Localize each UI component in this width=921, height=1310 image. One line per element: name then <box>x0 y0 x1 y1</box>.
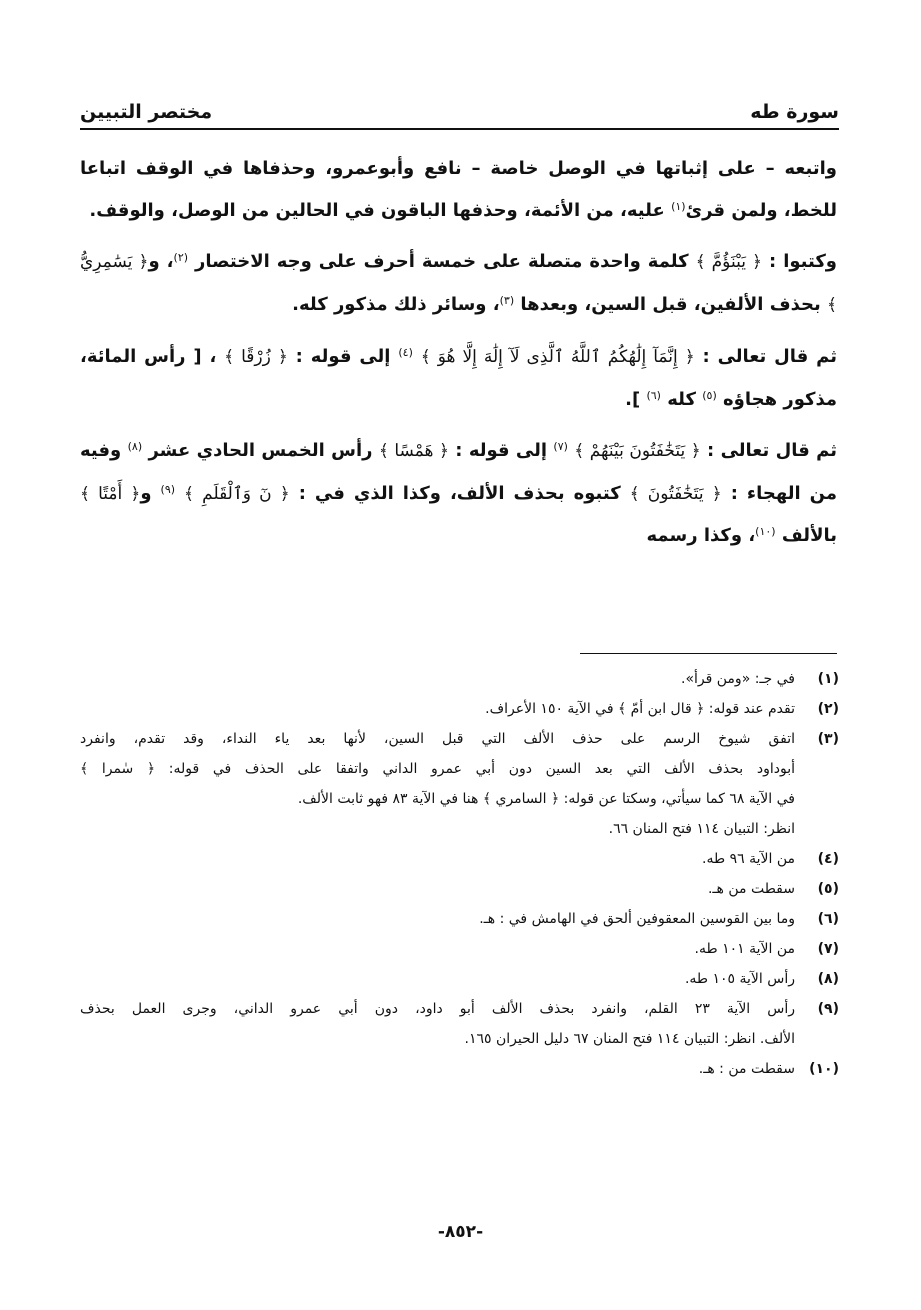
para3-text: ثم قال تعالى : <box>694 346 837 367</box>
footnote-line: انظر: التبيان ١١٤ فتح المنان ٦٦. <box>608 821 795 837</box>
para3-text: [ رأس المائة، مذكور هجاؤه <box>80 346 837 410</box>
footnote-line: في الآية ٦٨ كما سيأتي، وسكتا عن قوله: ﴿ السامري ﴾ هنا في الآية ٨٣ فهو ثابت الألف. <box>297 791 795 807</box>
header-rule <box>80 128 839 130</box>
para2-text: كلمة واحدة متصلة على خمسة أحرف على وجه الاختصار <box>195 251 696 272</box>
footnote-text: في جـ: «ومن قرأ». <box>681 671 795 687</box>
footnote-line: أبوداود بحذف الألف التي بعد السين دون أبي عمرو الداني واتفقا على الحذف في قوله: ﴿ سٰمرا ﴾ <box>80 761 795 777</box>
footnote-line: اتفق شيوخ الرسم على حذف الألف التي قبل السين، لأنها بعد ياء النداء، وقد تقدم، وانفرد <box>80 731 795 747</box>
para2-text: ، وسائر ذلك مذكور كله. <box>292 293 500 315</box>
para2-text: ، و <box>148 251 174 272</box>
footnote-text: رأس الآية ١٠٥ طه. <box>684 971 795 987</box>
page-number: -٨٥٢- <box>437 1222 484 1242</box>
footnote-number: (٧) <box>817 941 839 957</box>
footnote-8 <box>80 964 839 994</box>
para2-text: بحذف الألفين، قبل السين، وبعدها <box>520 293 828 315</box>
footnote-line: رأس الآية ٢٣ القلم، وانفرد بحذف الألف أبو داود، دون أبي عمرو الداني، وجرى العمل بحذف <box>80 1001 795 1017</box>
para4-text: و <box>140 482 161 504</box>
quran-quote: ﴿ نٓ وَٱلْقَلَمِ ﴾ <box>184 483 290 504</box>
footnote-9-continuation <box>80 1024 839 1054</box>
para1-line2b: عليه، من الأئمة، وحذفها الباقون في الحالين من الوصل، والوقف. <box>89 199 672 221</box>
para2-text: وكتبوا : <box>762 251 837 272</box>
para4-text: ثم قال تعالى : <box>700 440 837 461</box>
quran-quote: ﴿ هَمْسًا ﴾ <box>378 441 449 461</box>
footnote-ref-9[interactable]: (٩) <box>160 482 176 496</box>
book-title: مختصر التبيين <box>80 101 213 123</box>
footnote-5 <box>80 874 839 904</box>
paragraph-2 <box>80 239 837 324</box>
footnote-number: (٨) <box>817 971 839 987</box>
footnote-4 <box>80 844 839 874</box>
quran-quote: ﴿ زُرْقًا ﴾ <box>224 347 288 367</box>
footnote-text: من الآية ٩٦ طه. <box>702 851 795 867</box>
paragraph-1 <box>80 150 837 229</box>
footnote-ref-4[interactable]: (٤) <box>398 346 413 359</box>
para3-text: كله <box>667 388 703 410</box>
para4-text: ، وكذا رسمه <box>646 525 756 546</box>
para3-text: ]. <box>625 388 647 410</box>
footnote-number: (٩) <box>817 1001 839 1017</box>
footnote-number: (٥) <box>817 881 839 897</box>
para4-text: بالألف <box>781 525 837 546</box>
footnote-ref-3[interactable]: (٣) <box>499 293 515 307</box>
surah-title: سورة طه <box>750 101 839 123</box>
footnote-3-continuation <box>80 754 839 844</box>
quran-quote: ﴿ يَسَٰمِرِيُّ ﴾ <box>80 252 837 315</box>
main-text <box>80 150 837 565</box>
para1-line1: واتبعه – على إثباتها في الوصل خاصة – نافع وأبوعمرو، وحذفاها في الوقف اتباعا <box>80 158 837 179</box>
footnote-ref-6[interactable]: (٦) <box>646 388 661 402</box>
footnote-6 <box>80 904 839 934</box>
footnote-3 <box>80 724 839 754</box>
footnote-number: (٦) <box>817 911 839 927</box>
footnote-body <box>80 994 795 1024</box>
footnote-10 <box>80 1054 839 1084</box>
quran-quote: ﴿ يَتَخَٰفَتُونَ بَيْنَهُمْ ﴾ <box>574 441 701 461</box>
running-header <box>80 86 839 122</box>
footnote-text: سقطت من هـ. <box>707 881 795 897</box>
footnote-text: وما بين القوسين المعقوفين ألحق في الهامش في : هـ. <box>479 911 795 927</box>
footnote-number: (٤) <box>817 851 839 867</box>
footnote-line: الألف. انظر: التبيان ١١٤ فتح المنان ٦٧ دليل الحيران ١٦٥. <box>464 1031 795 1047</box>
footnote-body <box>80 724 795 754</box>
footnotes <box>80 664 839 1084</box>
footnote-ref-1[interactable]: (١) <box>671 199 686 213</box>
para4-text: إلى قوله : <box>448 440 554 461</box>
para3-text: إلى قوله : <box>287 346 399 367</box>
quran-quote: ﴿ أَمْتًا ﴾ <box>80 483 141 504</box>
footnote-text: سقطت من : هـ. <box>698 1061 795 1077</box>
paragraph-3 <box>80 334 837 418</box>
footnote-number: (٢) <box>817 701 839 717</box>
footnote-ref-7[interactable]: (٧) <box>553 440 568 453</box>
para3-text: ، <box>201 346 225 367</box>
para4-text: رأس الخمس الحادي عشر <box>148 440 379 461</box>
footnote-9 <box>80 994 839 1024</box>
footnote-ref-10[interactable]: (١٠) <box>755 525 776 538</box>
para1-line2: للخط، ولمن قرئ <box>685 199 837 221</box>
footnote-ref-2[interactable]: (٢) <box>173 251 189 264</box>
footnote-text: تقدم عند قوله: ﴿ قال ابن أمّ ﴾ في الآية ١٥٠ الأعراف. <box>485 701 795 717</box>
footnote-7 <box>80 934 839 964</box>
quran-quote: ﴿ يَتَخَٰفَتُونَ ﴾ <box>629 483 722 504</box>
footnote-2 <box>80 694 839 724</box>
para4-text: وفيه من الهجاء : <box>80 440 837 504</box>
quran-quote: ﴿ إِنَّمَآ إِلَٰهُكُمُ ٱللَّهُ ٱلَّذِى لَآ إِلَٰهَ إِلَّا هُوَ ﴾ <box>420 347 695 367</box>
footnote-text: من الآية ١٠١ طه. <box>694 941 795 957</box>
para4-text: كتبوه بحذف الألف، وكذا الذي في : <box>289 482 630 504</box>
quran-quote: ﴿ يَبْنَؤُمَّ ﴾ <box>695 252 763 272</box>
footnote-separator <box>580 653 837 654</box>
footnote-number: (٣) <box>817 731 839 747</box>
paragraph-4 <box>80 428 837 555</box>
footnote-ref-8[interactable]: (٨) <box>127 440 143 453</box>
footnote-number: (١) <box>817 671 839 687</box>
footnote-1 <box>80 664 839 694</box>
footnote-number: (١٠) <box>809 1061 839 1077</box>
footnote-ref-5[interactable]: (٥) <box>702 388 717 402</box>
